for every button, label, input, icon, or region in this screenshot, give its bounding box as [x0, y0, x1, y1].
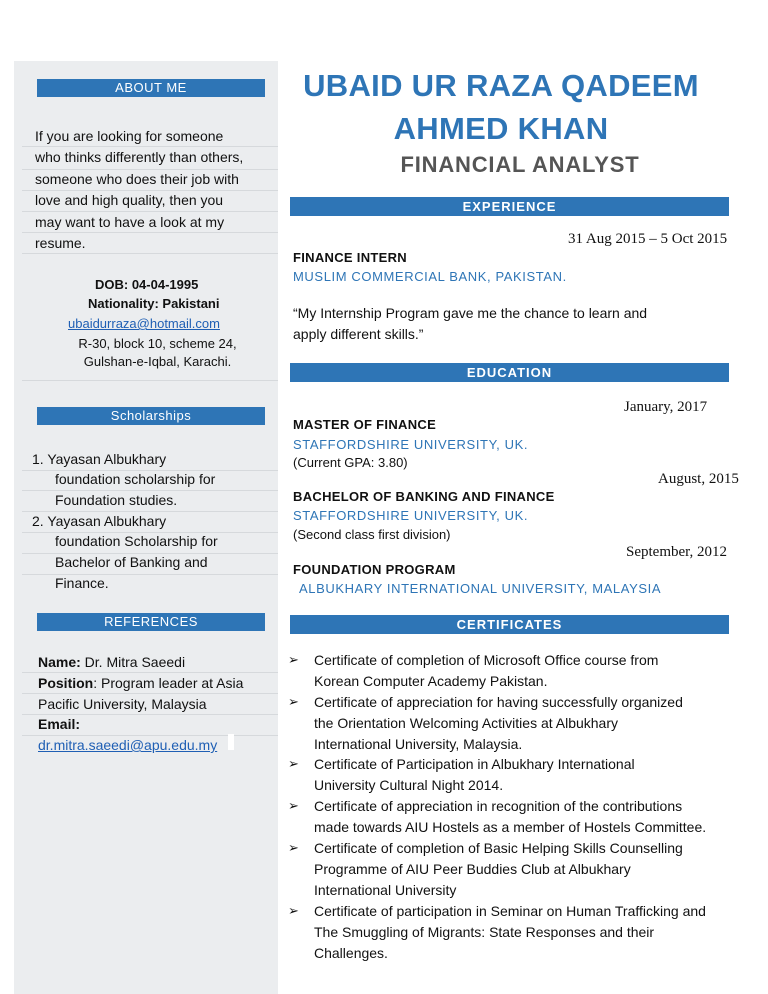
education-degree: FOUNDATION PROGRAM [293, 562, 456, 577]
scholarships-header: Scholarships [37, 407, 265, 425]
bullet-arrow-icon: ➢ [288, 840, 299, 855]
experience-date: 31 Aug 2015 – 5 Oct 2015 [568, 231, 728, 247]
certificate-line: Certificate of participation in Seminar on Human Trafficking and [314, 903, 706, 919]
education-date: January, 2017 [624, 399, 708, 415]
education-org: STAFFORDSHIRE UNIVERSITY, UK. [293, 437, 529, 452]
certificate-item [314, 692, 744, 755]
about-line: someone who does their job with [35, 170, 239, 187]
education-org: STAFFORDSHIRE UNIVERSITY, UK. [293, 508, 529, 523]
certificate-line: University Cultural Night 2014. [314, 777, 504, 793]
reference-name [38, 652, 185, 673]
scholarship-line: 2. Yayasan Albukhary [32, 513, 167, 529]
about-line: may want to have a look at my [35, 213, 225, 230]
education-note: (Second class first division) [293, 527, 451, 542]
certificate-line: Programme of AIU Peer Buddies Club at Albukhary [314, 861, 631, 877]
reference-email-link[interactable]: dr.mitra.saeedi@apu.edu.my [38, 737, 218, 753]
certificate-line: Challenges. [314, 945, 388, 961]
certificate-line: Certificate of completion of Microsoft Office course from [314, 652, 659, 668]
certificate-line: the Orientation Welcoming Activities at Albukhary [314, 715, 619, 731]
certificate-item [314, 796, 744, 838]
about-line: If you are looking for someone [35, 128, 224, 144]
job-title: FINANCIAL ANALYST [400, 152, 640, 177]
dob: DOB: 04-04-1995 [95, 277, 199, 292]
rule-line [22, 380, 278, 381]
certificate-line: Certificate of appreciation for having successfully organized [314, 694, 683, 710]
reference-email-label: Email: [38, 716, 81, 732]
reference-name-value: Dr. Mitra Saeedi [80, 654, 186, 670]
experience-role: FINANCE INTERN [293, 250, 407, 265]
education-degree: BACHELOR OF BANKING AND FINANCE [293, 489, 555, 504]
scholarship-line: Foundation studies. [55, 492, 178, 508]
about-line: who thinks differently than others, [35, 149, 244, 166]
certificate-line: Certificate of appreciation in recognition of the contributions [314, 798, 683, 814]
address-line: R-30, block 10, scheme 24, [78, 336, 237, 351]
about-line: love and high quality, then you [35, 192, 224, 209]
education-degree: MASTER OF FINANCE [293, 417, 437, 432]
certificate-line: made towards AIU Hostels as a member of Hostels Committee. [314, 819, 707, 835]
reference-position-line2: Pacific University, Malaysia [38, 696, 207, 712]
experience-quote-line: “My Internship Program gave me the chance to learn and [293, 305, 648, 321]
education-org: ALBUKHARY INTERNATIONAL UNIVERSITY, MALAYSIA [299, 581, 662, 596]
bullet-arrow-icon: ➢ [288, 756, 299, 771]
certificate-line: International University [314, 882, 457, 898]
certificate-line: Certificate of Participation in Albukhary International [314, 756, 635, 772]
bullet-arrow-icon: ➢ [288, 903, 299, 918]
education-header: EDUCATION [290, 363, 729, 382]
about-text [35, 126, 275, 254]
certificate-item [314, 838, 744, 901]
candidate-name-line1: UBAID UR RAZA QADEEM [303, 68, 699, 103]
scholarship-line: Bachelor of Banking and [55, 554, 208, 570]
reference-position-label: Position [38, 675, 94, 691]
bullet-arrow-icon: ➢ [288, 798, 299, 813]
text-cursor-mark [228, 734, 234, 750]
scholarship-line: Finance. [55, 575, 109, 591]
certificate-item [314, 901, 744, 964]
reference-position-value: : Program leader at Asia [93, 675, 244, 691]
references-header: REFERENCES [37, 613, 265, 631]
certificate-item [314, 754, 744, 796]
nationality: Nationality: Pakistani [88, 296, 220, 311]
education-date: August, 2015 [658, 471, 739, 487]
certificate-item [314, 650, 744, 692]
education-note: (Current GPA: 3.80) [293, 455, 408, 470]
about-header: ABOUT ME [37, 79, 265, 97]
reference-name-label: Name: [38, 654, 81, 670]
about-line: resume. [35, 235, 86, 252]
certificate-line: International University, Malaysia. [314, 736, 523, 752]
experience-header: EXPERIENCE [290, 197, 729, 216]
candidate-name-line2: AHMED KHAN [393, 111, 609, 146]
email-link[interactable]: ubaidurraza@hotmail.com [68, 316, 220, 331]
bullet-arrow-icon: ➢ [288, 652, 299, 667]
experience-org: MUSLIM COMMERCIAL BANK, PAKISTAN. [293, 269, 567, 284]
address-line: Gulshan-e-Iqbal, Karachi. [83, 354, 232, 369]
scholarship-line: foundation scholarship for [55, 471, 216, 487]
scholarship-line: foundation Scholarship for [55, 533, 218, 549]
certificate-line: Certificate of completion of Basic Helping Skills Counselling [314, 840, 683, 856]
reference-position [38, 673, 243, 694]
education-date: September, 2012 [626, 544, 728, 560]
scholarship-line: 1. Yayasan Albukhary [32, 451, 167, 467]
experience-quote-line: apply different skills.” [293, 326, 424, 342]
certificates-header: CERTIFICATES [290, 615, 729, 634]
certificate-line: The Smuggling of Migrants: State Responses and their [314, 924, 655, 940]
certificate-line: Korean Computer Academy Pakistan. [314, 673, 548, 689]
bullet-arrow-icon: ➢ [288, 694, 299, 709]
